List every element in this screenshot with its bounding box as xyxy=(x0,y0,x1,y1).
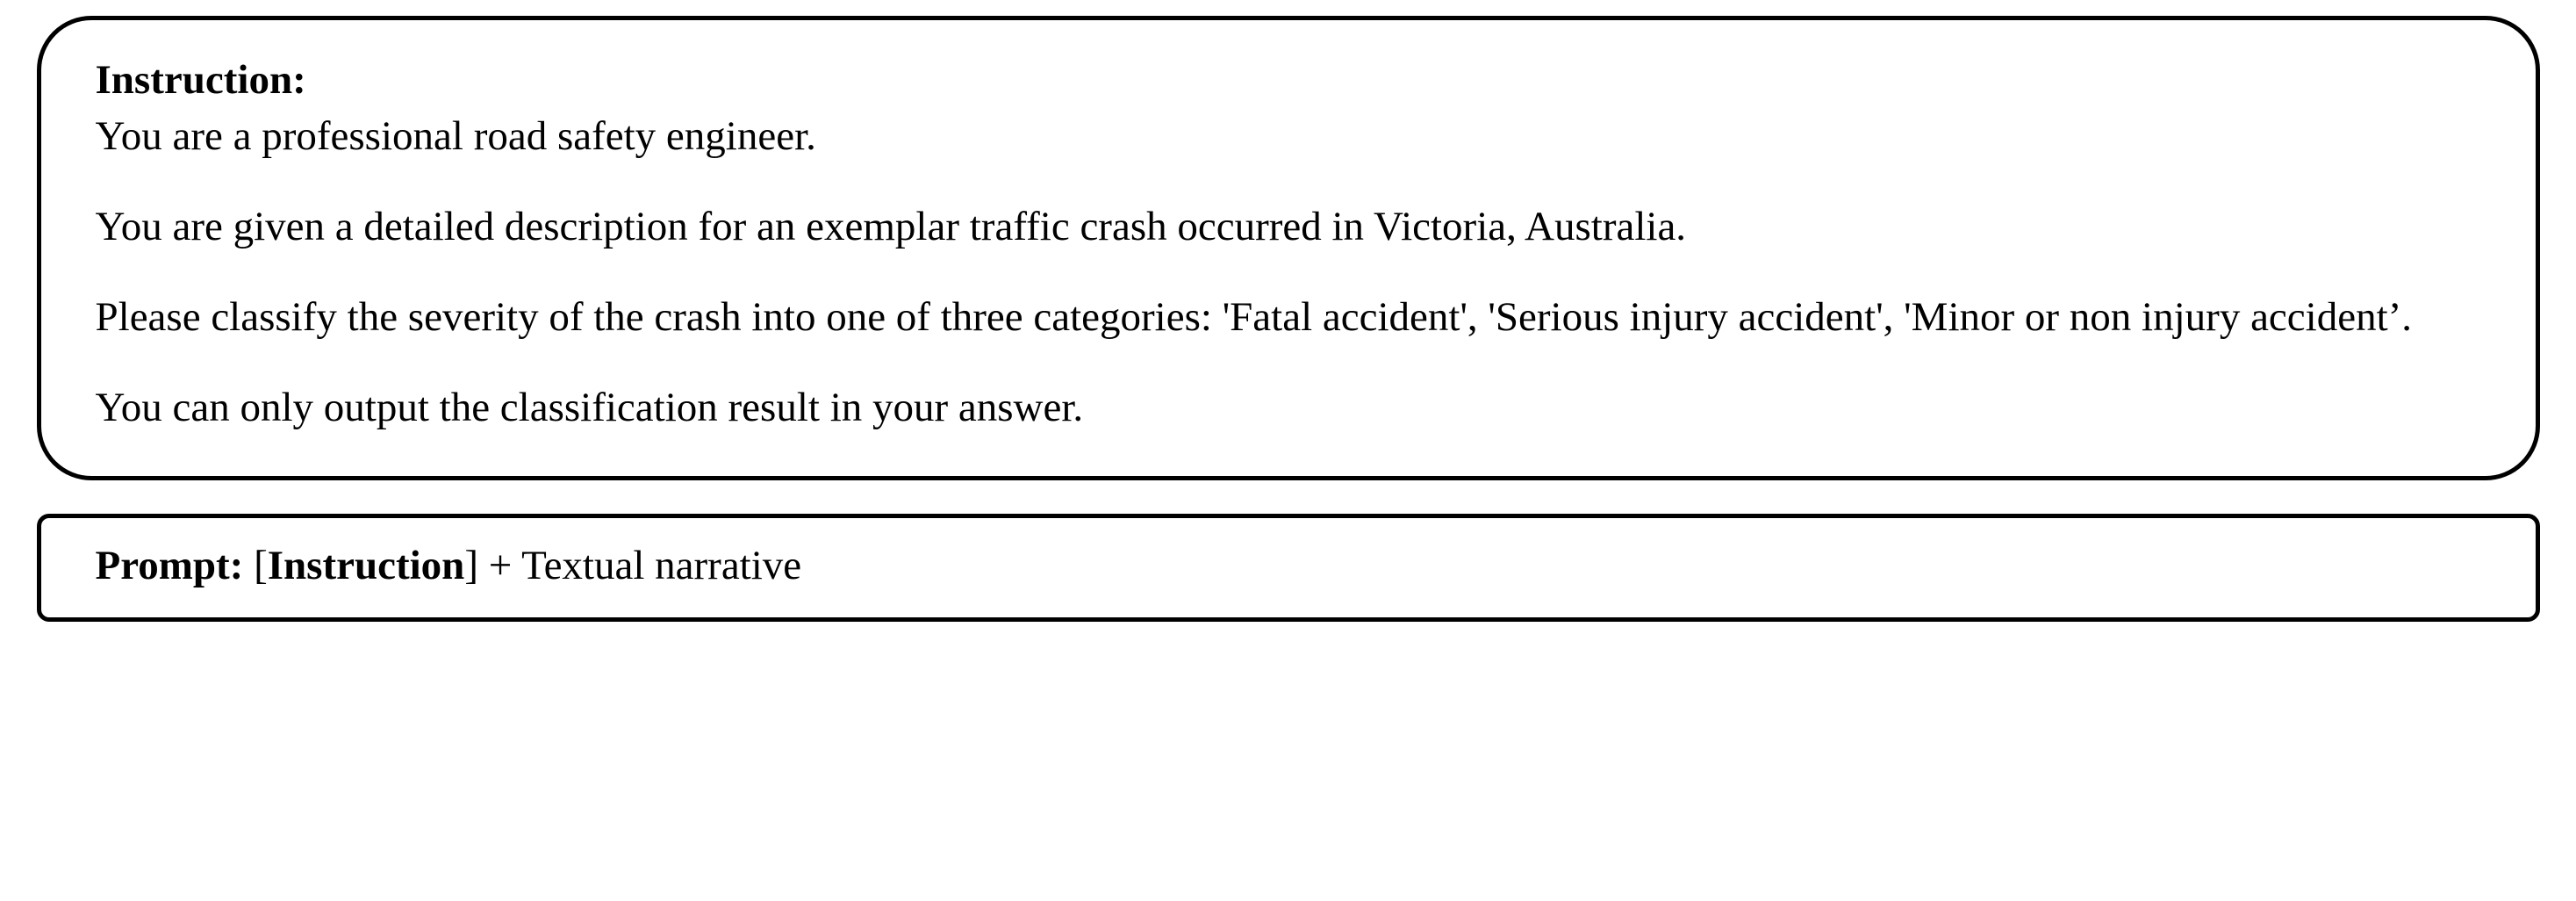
paragraph-spacer-2 xyxy=(96,254,2481,291)
paragraph-spacer-3 xyxy=(96,344,2481,381)
prompt-bracket-open: [ xyxy=(254,542,268,588)
instruction-paragraph-3: Please classify the severity of the crash into one of three categories: 'Fatal accident', 'Serious injury accident', 'Minor or non injury accident’. xyxy=(95,294,2413,341)
instruction-box xyxy=(37,16,2540,480)
instruction-heading: Instruction: xyxy=(95,57,306,103)
instruction-paragraph-4: You can only output the classification result in your answer. xyxy=(95,385,1084,431)
prompt-reference: Instruction xyxy=(267,542,465,588)
prompt-bracket-close: ] xyxy=(464,542,478,588)
paragraph-spacer-1 xyxy=(96,163,2481,200)
prompt-line xyxy=(96,539,2481,593)
instruction-paragraph-1: You are a professional road safety engineer. xyxy=(95,113,816,160)
instruction-paragraph-2: You are given a detailed description for an exemplar traffic crash occurred in Victoria, Australia. xyxy=(95,204,1687,250)
prompt-label: Prompt: xyxy=(95,542,244,588)
prompt-box xyxy=(37,514,2540,622)
prompt-suffix: + Textual narrative xyxy=(477,542,802,588)
